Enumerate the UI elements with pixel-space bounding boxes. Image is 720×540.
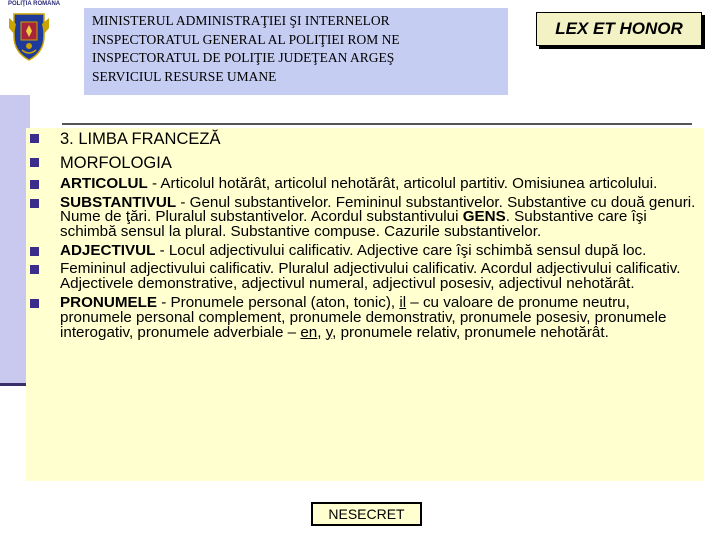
bullet-square-icon xyxy=(30,158,39,167)
pronumele-text-2: – cu valoare de pronume neutru, pronumele personal complement, pronumele demonstrativ, pronumele posesiv, pronumele interogativ, pronumele adverbiale – xyxy=(60,293,667,341)
pronumele-text-3: , pronumele relativ, pronumele nehotărât. xyxy=(332,323,609,341)
bullet-square-icon xyxy=(30,299,39,308)
substantivul-text-2: . Substantive care îşi schimbă sensul la plural. Substantive compuse. Cazurile substantivelor. xyxy=(60,208,647,241)
list-item xyxy=(30,129,696,149)
motto-box: LEX ET HONOR xyxy=(536,12,702,46)
bullet-square-icon xyxy=(30,199,39,208)
content-list xyxy=(30,129,696,344)
term-substantivul: SUBSTANTIVUL xyxy=(60,193,177,211)
header-line-ministry: MINISTERUL ADMINISTRAŢIEI ŞI INTERNELOR xyxy=(92,13,390,28)
coat-of-arms-icon xyxy=(6,0,52,64)
bullet-square-icon xyxy=(30,180,39,189)
bullet-square-icon xyxy=(30,247,39,256)
list-item xyxy=(30,241,696,259)
section-title: 3. LIMBA FRANCEZĂ xyxy=(60,130,221,148)
list-item xyxy=(30,153,696,173)
adjectivul-text: - Locul adjectivului calificativ. Adjective care îşi schimbă sensul după loc. xyxy=(155,241,647,259)
header-box xyxy=(84,8,508,95)
term-gens: GENS xyxy=(462,208,506,226)
header-line-inspectorate-county: INSPECTORATUL DE POLIŢIE JUDEŢEAN ARGEŞ xyxy=(92,50,395,66)
term-pronumele: PRONUMELE xyxy=(60,293,158,311)
pronumele-text-1: - Pronumele personal (aton, tonic), xyxy=(157,293,400,311)
pronoun-en: en xyxy=(300,323,318,341)
pronoun-il: il xyxy=(399,293,407,311)
list-item xyxy=(30,193,696,241)
list-item xyxy=(30,262,696,292)
header-line-service: SERVICIUL RESURSE UMANE xyxy=(92,68,277,84)
pronoun-y: y xyxy=(325,323,333,341)
substantivul-text: - Genul substantivelor. Femininul substantivelor. Substantive cu două genuri. Nume de ţări. Pluralul substantivelor. Acordul substantivului xyxy=(60,193,696,226)
term-adjectivul: ADJECTIVUL xyxy=(60,241,156,259)
articolul-text: - Articolul hotărât, articolul nehotărât, articolul partitiv. Omisiunea articolului. xyxy=(147,175,658,192)
list-item xyxy=(30,293,696,341)
logo-caption: POLIŢIA ROMÂNĂ xyxy=(8,1,61,7)
bullet-square-icon xyxy=(30,265,39,274)
list-item xyxy=(30,177,696,192)
femininul-text: Femininul adjectivului calificativ. Pluralul adjectivului calificativ. Acordul adjectivului calificativ. Adjectivele demonstrative, adjectivul numeral, adjectivul posesiv, adjectivul nehotărât. xyxy=(60,260,681,293)
pronumele-comma: , xyxy=(317,323,326,341)
term-articolul: ARTICOLUL xyxy=(60,175,148,192)
classification-label: NESECRET xyxy=(311,502,422,526)
header-line-inspectorate-general: INSPECTORATUL GENERAL AL POLIŢIEI ROM NE xyxy=(92,31,400,47)
bullet-square-icon xyxy=(30,134,39,143)
section-subtitle: MORFOLOGIA xyxy=(60,154,172,172)
separator-line xyxy=(62,123,692,125)
police-logo xyxy=(6,0,61,64)
